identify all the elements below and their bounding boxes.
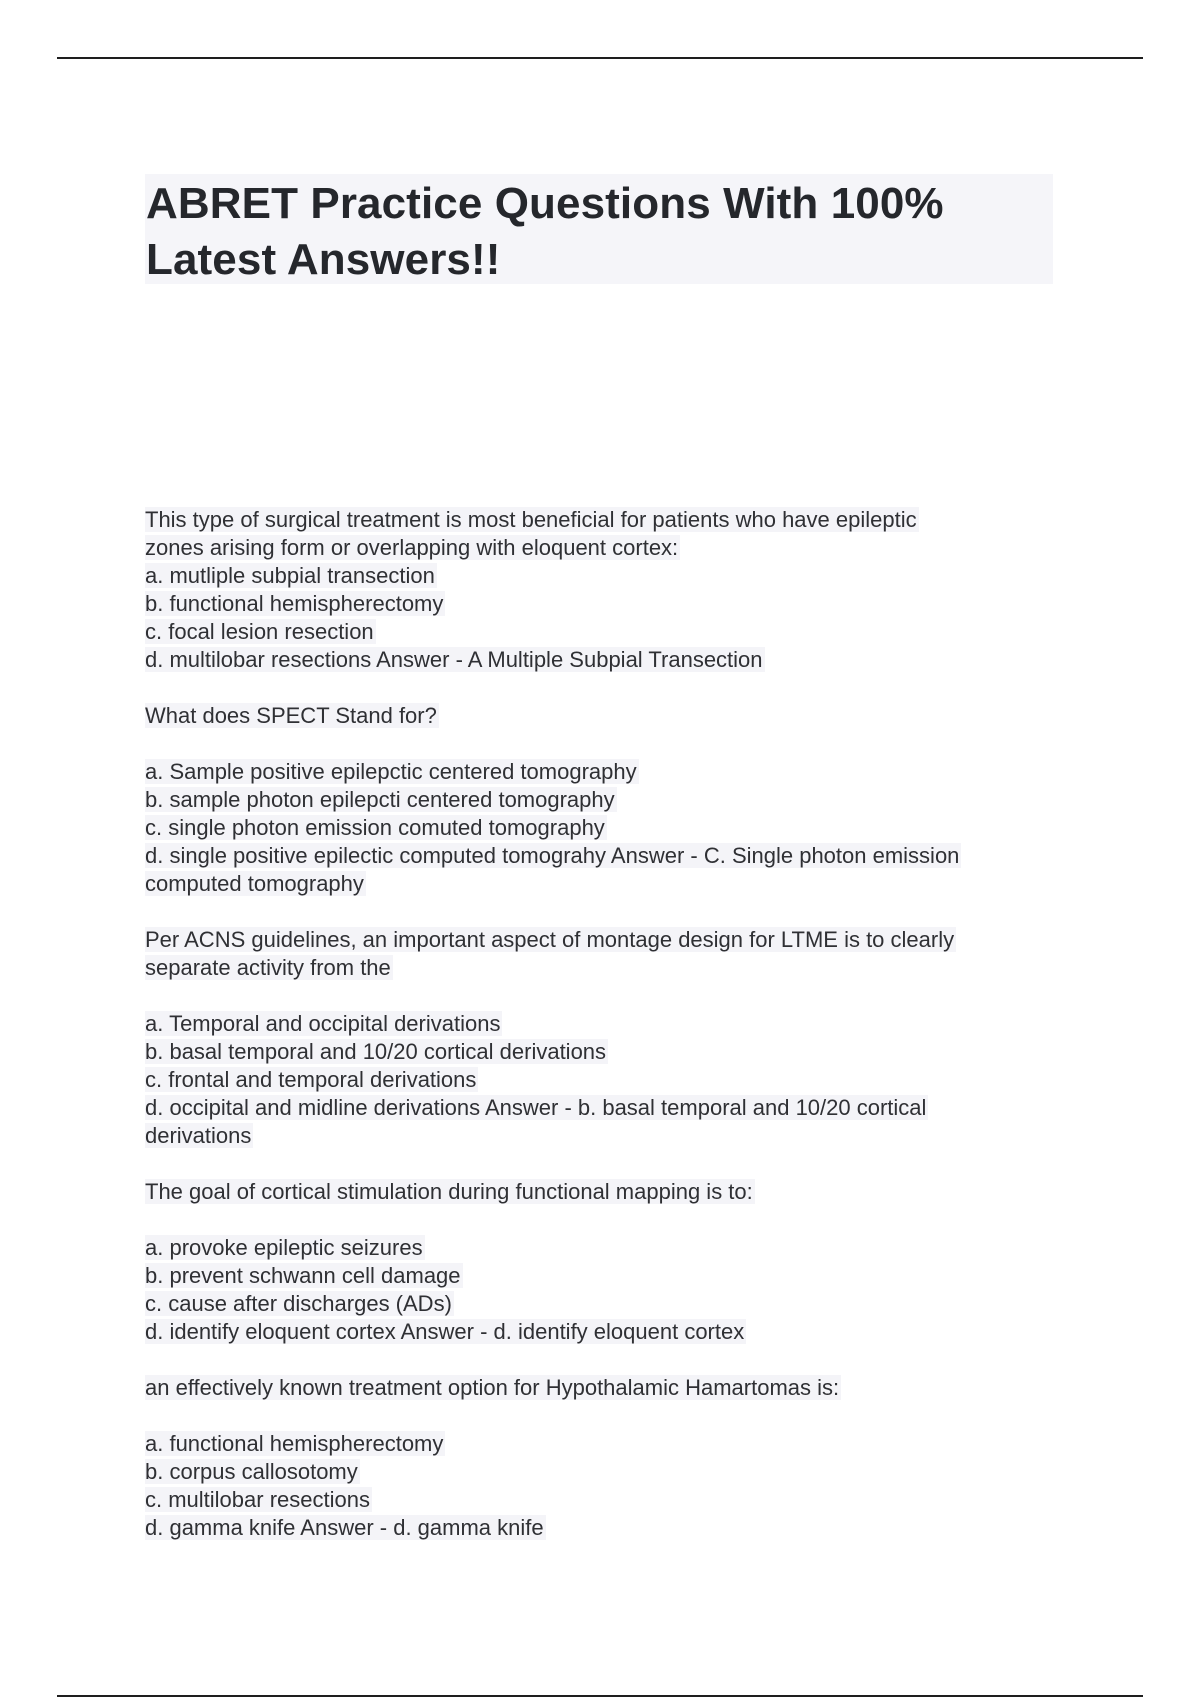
answer-option-with-answer: d. occipital and midline derivations Answer - b. basal temporal and 10/20 cortical <box>145 1095 927 1120</box>
question-block <box>145 1178 1065 1346</box>
answer-option: c. focal lesion resection <box>145 619 374 644</box>
question-text-line: zones arising form or overlapping with eloquent cortex: <box>145 535 679 560</box>
answer-option: c. single photon emission comuted tomography <box>145 815 605 840</box>
question-text-line: Per ACNS guidelines, an important aspect of montage design for LTME is to clearly <box>145 927 955 952</box>
question-block <box>145 1374 1065 1542</box>
question-block <box>145 506 1065 674</box>
answer-option-with-answer: d. identify eloquent cortex Answer - d. identify eloquent cortex <box>145 1319 745 1344</box>
answer-option: a. Sample positive epilepctic centered tomography <box>145 759 637 784</box>
question-block <box>145 926 1065 1150</box>
answer-option-with-answer: d. multilobar resections Answer - A Multiple Subpial Transection <box>145 647 763 672</box>
answer-option: a. provoke epileptic seizures <box>145 1235 423 1260</box>
answer-continuation: derivations <box>145 1123 252 1148</box>
title-line-1: ABRET Practice Questions With 100% <box>146 179 944 228</box>
question-text-line: This type of surgical treatment is most beneficial for patients who have epileptic <box>145 507 917 532</box>
question-text-line: The goal of cortical stimulation during functional mapping is to: <box>145 1179 753 1204</box>
title-line-2: Latest Answers!! <box>146 235 501 284</box>
questions-content <box>145 506 1065 1570</box>
bottom-rule <box>57 1695 1143 1697</box>
question-text-line: separate activity from the <box>145 955 391 980</box>
answer-option: a. Temporal and occipital derivations <box>145 1011 501 1036</box>
answer-option: c. frontal and temporal derivations <box>145 1067 477 1092</box>
question-text-line: an effectively known treatment option for Hypothalamic Hamartomas is: <box>145 1375 840 1400</box>
answer-option: a. mutliple subpial transection <box>145 563 435 588</box>
answer-option: b. corpus callosotomy <box>145 1459 358 1484</box>
answer-option: c. cause after discharges (ADs) <box>145 1291 452 1316</box>
question-block <box>145 702 1065 898</box>
question-text-line: What does SPECT Stand for? <box>145 703 437 728</box>
answer-continuation: computed tomography <box>145 871 364 896</box>
answer-option: b. prevent schwann cell damage <box>145 1263 461 1288</box>
document-title <box>145 174 1053 288</box>
answer-option: a. functional hemispherectomy <box>145 1431 444 1456</box>
answer-option: b. functional hemispherectomy <box>145 591 444 616</box>
top-rule <box>57 57 1143 59</box>
answer-option: b. basal temporal and 10/20 cortical derivations <box>145 1039 607 1064</box>
answer-option-with-answer: d. gamma knife Answer - d. gamma knife <box>145 1515 544 1540</box>
answer-option-with-answer: d. single positive epilectic computed tomograhy Answer - C. Single photon emission <box>145 843 960 868</box>
title-block <box>145 174 1053 284</box>
answer-option: c. multilobar resections <box>145 1487 370 1512</box>
answer-option: b. sample photon epilepcti centered tomography <box>145 787 615 812</box>
